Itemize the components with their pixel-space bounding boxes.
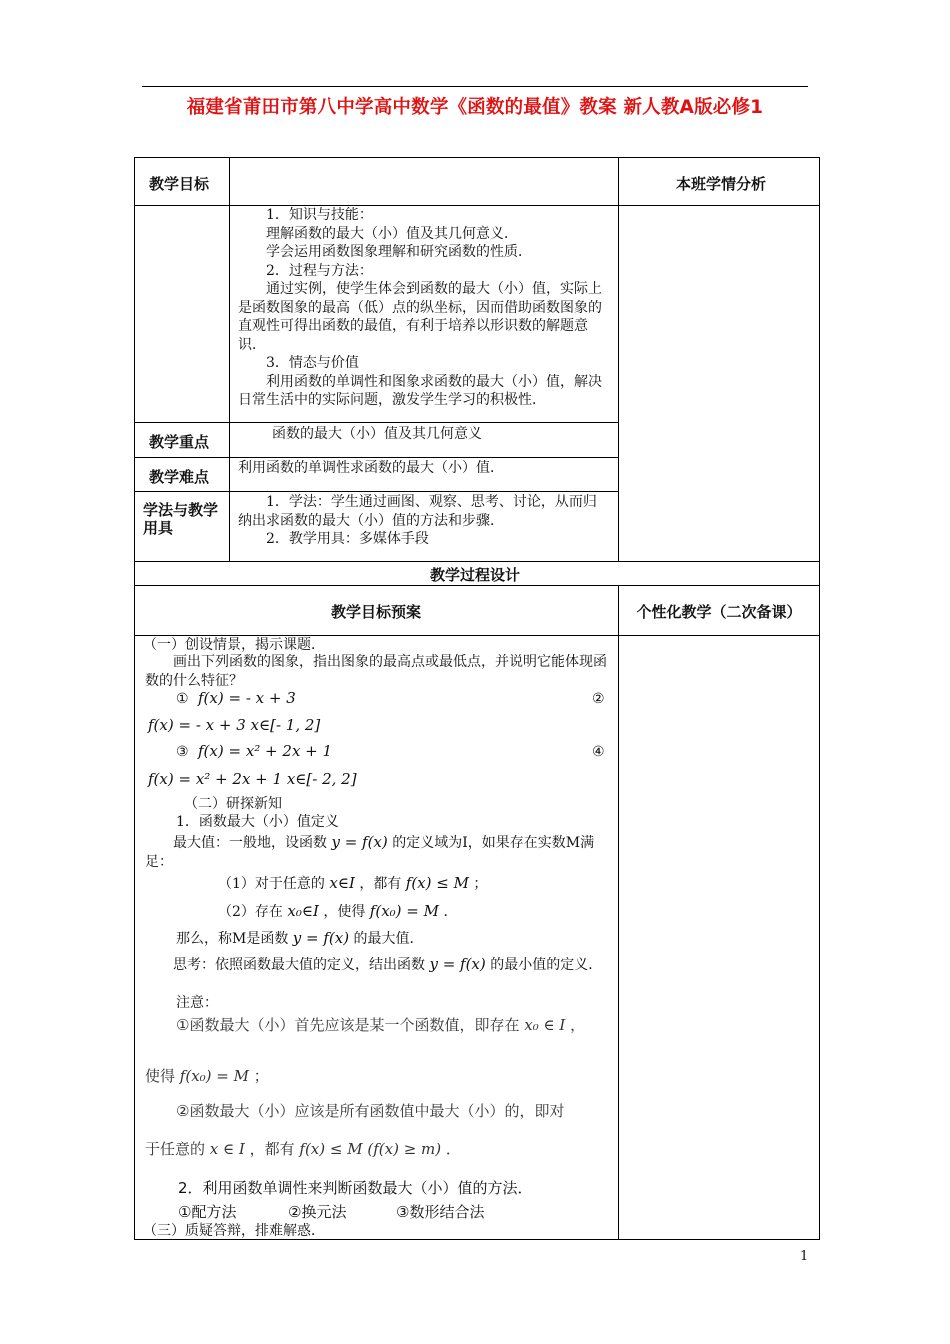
condition-text: ； — [473, 876, 488, 892]
think-text: 的最小值的定义． — [490, 957, 603, 973]
condition-text: （2）存在 — [218, 904, 283, 920]
condition-text: ，使得 — [323, 904, 366, 920]
difficulty-text: 利用函数的单调性求函数的最大（小）值． — [238, 460, 504, 476]
methods-line: 2．教学用具：多媒体手段 — [266, 531, 429, 547]
note-1 — [176, 1016, 585, 1034]
condition-text: ，都有 — [359, 876, 402, 892]
note-2-cont — [145, 1140, 461, 1158]
definition-title: 1．函数最大（小）值定义 — [176, 814, 339, 830]
function-4-number: ④ — [592, 744, 605, 760]
note-math: x₀ ∈ I — [524, 1016, 566, 1034]
methods-label: 学法与教学用具 — [143, 501, 219, 537]
function-4: f(x) = x² + 2x + 1 x∈[- 2, 2] — [148, 770, 357, 788]
function-3: f(x) = x² + 2x + 1 — [198, 742, 333, 760]
condition-text: ． — [443, 904, 458, 920]
process-col-plan: 教学目标预案 — [330, 603, 421, 621]
key-point-text: 函数的最大（小）值及其几何意义 — [272, 426, 482, 442]
note-text: ①函数最大（小）首先应该是某一个函数值，即存在 — [176, 1016, 520, 1034]
difficulty-label: 教学难点 — [149, 468, 210, 486]
note-text: ； — [253, 1067, 269, 1085]
goal-line: 1．知识与技能： — [266, 207, 373, 223]
table-rule — [618, 157, 619, 561]
note-text: ． — [445, 1140, 461, 1158]
definition-text — [145, 833, 611, 872]
method-2: ②换元法 — [288, 1203, 347, 1221]
function-1: f(x) = - x + 3 — [198, 689, 296, 707]
process-col-personal: 个性化教学（二次备课） — [636, 603, 802, 621]
note-text: ， — [570, 1016, 586, 1034]
key-point-label: 教学重点 — [149, 433, 210, 451]
header-rule — [142, 86, 808, 87]
function-3-number: ③ — [176, 744, 189, 760]
function-1-number: ① — [176, 691, 189, 707]
table-rule — [229, 157, 230, 561]
function-2: f(x) = - x + 3 x∈[- 1, 2] — [148, 716, 321, 734]
then-math: y = f(x) — [292, 929, 350, 947]
note-heading: 注意： — [176, 995, 218, 1011]
condition-1 — [218, 874, 487, 893]
condition-math: x₀∈I — [287, 902, 319, 920]
goal-line: 3．情态与价值 — [266, 355, 359, 371]
condition-math: f(x₀) = M — [369, 902, 439, 920]
method-title: 2．利用函数单调性来判断函数最大（小）值的方法． — [178, 1179, 533, 1197]
definition-math: y = f(x) — [331, 833, 388, 851]
definition-part: 最大值：一般地，设函数 — [173, 835, 327, 851]
teaching-goals-label: 教学目标 — [149, 175, 210, 193]
methods-content — [238, 493, 610, 549]
think-math: y = f(x) — [429, 955, 486, 973]
table-rule — [134, 585, 820, 586]
goal-line: 理解函数的最大（小）值及其几何意义． — [266, 225, 518, 242]
method-3: ③数形结合法 — [396, 1203, 485, 1221]
note-text: 使得 — [145, 1067, 176, 1085]
note-math: x ∈ I — [209, 1140, 245, 1158]
think-text: 思考：依照函数最大值的定义，结出函数 — [173, 957, 425, 973]
then-statement — [176, 929, 424, 948]
condition-math: x∈I — [329, 874, 355, 892]
table-rule — [618, 585, 619, 1240]
table-rule — [134, 491, 618, 492]
section-3-heading: （三）质疑答辩，排难解惑． — [143, 1223, 325, 1239]
class-analysis-label: 本班学情分析 — [676, 175, 767, 193]
method-1: ①配方法 — [178, 1203, 237, 1221]
note-1-cont — [145, 1067, 269, 1085]
note-math: f(x) ≤ M (f(x) ≥ m) — [299, 1140, 442, 1158]
section-1-text: 画出下列函数的图象，指出图象的最高点或最低点，并说明它能体现函数的什么特征？ — [145, 654, 607, 689]
goal-line: 利用函数的单调性和图象求函数的最大（小）值，解决日常生活中的实际问题，激发学生学习的积极性． — [238, 373, 602, 408]
table-rule — [134, 561, 820, 562]
note-2: ②函数最大（小）应该是所有函数值中最大（小）的，即对 — [176, 1102, 565, 1120]
table-rule — [134, 422, 618, 423]
note-math: f(x₀) = M — [179, 1067, 249, 1085]
document-title: 福建省莆田市第八中学高中数学《函数的最值》教案 新人教A版必修1 — [186, 97, 764, 118]
process-title: 教学过程设计 — [429, 566, 520, 584]
note-text: ，都有 — [249, 1140, 295, 1158]
think-statement — [145, 955, 611, 975]
then-text: 的最大值． — [353, 931, 424, 947]
goal-line: 2．过程与方法： — [266, 262, 373, 279]
condition-math: f(x) ≤ M — [405, 874, 469, 892]
condition-text: （1）对于任意的 — [218, 876, 325, 892]
definition-part: 的定义域为I，如果存在实数M满足： — [145, 835, 595, 870]
methods-line: 1．学法：学生通过画图、观察、思考、讨论，从而归纳出求函数的最大（小）值的方法和步骤． — [238, 494, 597, 529]
note-text: 于任意的 — [145, 1140, 206, 1158]
function-2-number: ② — [592, 691, 605, 707]
goal-line: 学会运用函数图象理解和研究函数的性质． — [266, 244, 532, 260]
condition-2 — [218, 902, 457, 921]
teaching-goals-content — [238, 206, 610, 410]
table-rule — [134, 457, 618, 458]
section-2-heading: （二）研探新知 — [184, 796, 282, 812]
goal-line: 通过实例，使学生体会到函数的最大（小）值，实际上是函数图象的最高（低）点的纵坐标，因而借助函数图象的直观性可得出函数的最值，有利于培养以形识数的解题意识． — [238, 281, 602, 353]
page-number: 1 — [800, 1249, 809, 1264]
section-1-heading: （一）创设情景，揭示课题． — [143, 637, 325, 653]
then-text: 那么，称M是函数 — [176, 931, 289, 947]
